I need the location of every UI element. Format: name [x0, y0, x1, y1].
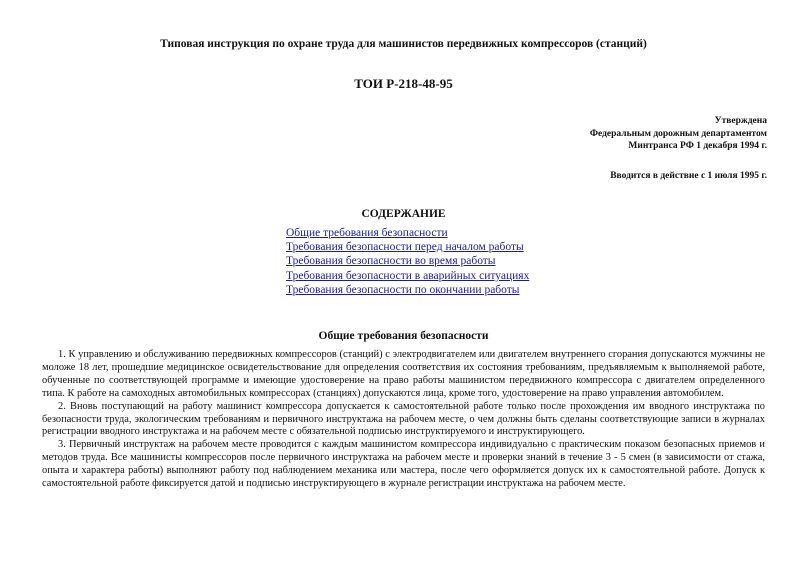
toc-link-before-work[interactable]: Требования безопасности перед началом работы: [286, 241, 524, 254]
toc-item: [286, 269, 529, 283]
section-body: [42, 349, 765, 491]
document-code: ТОИ Р-218-48-95: [354, 76, 453, 91]
table-of-contents: [286, 226, 529, 297]
toc-item: [286, 226, 529, 240]
approval-block: [590, 115, 767, 153]
effective-date: Вводится в действие с 1 июля 1995 г.: [610, 171, 767, 181]
document-title: Типовая инструкция по охране труда для машинистов передвижных компрессоров (станций): [160, 38, 647, 50]
approval-line-1: Утверждена: [714, 116, 767, 126]
toc-heading: СОДЕРЖАНИЕ: [361, 208, 446, 220]
paragraph-3: 3. Первичный инструктаж на рабочем месте проводится с каждым машинистом компрессора индивидуально с практическим показом безопасных приемов и методов труда. Все машинисты компрессоров после первичного инструктажа на рабочем месте и проверки знаний в течение 3 - 5 смен (в зависимости от стажа, опыта и характера работы) выполняют работу под наблюдением механика или мастера, после чего оформляется допуск их к самостоятельной работе. Допуск к самостоятельной работе фиксируется датой и подписью инструктирующего в журнале регистрации инструктажа на рабочем месте.: [42, 439, 765, 490]
paragraph-2: 2. Вновь поступающий на работу машинист компрессора допускается к самостоятельной работе только после прохождения им вводного инструктажа по безопасности труда, экологическим требованиям и первичного инструктажа на рабочем месте, о чем должны быть сделаны соответствующие записи в журналах регистрации вводного инструктажа и на рабочем месте с обязательной подписью инструктируемого и инструктирующего.: [42, 400, 765, 438]
toc-link-emergency[interactable]: Требования безопасности в аварийных ситуациях: [286, 269, 530, 282]
toc-link-during-work[interactable]: Требования безопасности во время работы: [286, 255, 496, 268]
toc-item: [286, 240, 529, 254]
toc-link-after-work[interactable]: Требования безопасности по окончании работы: [286, 283, 520, 296]
toc-item: [286, 254, 529, 268]
approval-line-3: Минтранса РФ 1 декабря 1994 г.: [628, 141, 767, 151]
approval-line-2: Федеральным дорожным департаментом: [589, 128, 767, 139]
paragraph-1: 1. К управлению и обслуживанию передвижных компрессоров (станций) с электродвигателем или двигателем внутреннего сгорания допускаются мужчины не моложе 18 лет, прошедшие медицинское освидетельствование для определения соответствия их состояния требованиям, предъявляемым к выполняемой работе, обученные по соответствующей программе и имеющие удостоверение на право работы машинистом передвижного компрессора с двигателем определенного типа. К работе на самоходных автомобильных компрессорах (станциях) допускаются лица, кроме того, удостоверение на право управления автомобилем.: [42, 349, 765, 399]
toc-link-general[interactable]: Общие требования безопасности: [286, 227, 448, 239]
section-heading: Общие требования безопасности: [318, 330, 489, 342]
toc-item: [286, 283, 529, 297]
